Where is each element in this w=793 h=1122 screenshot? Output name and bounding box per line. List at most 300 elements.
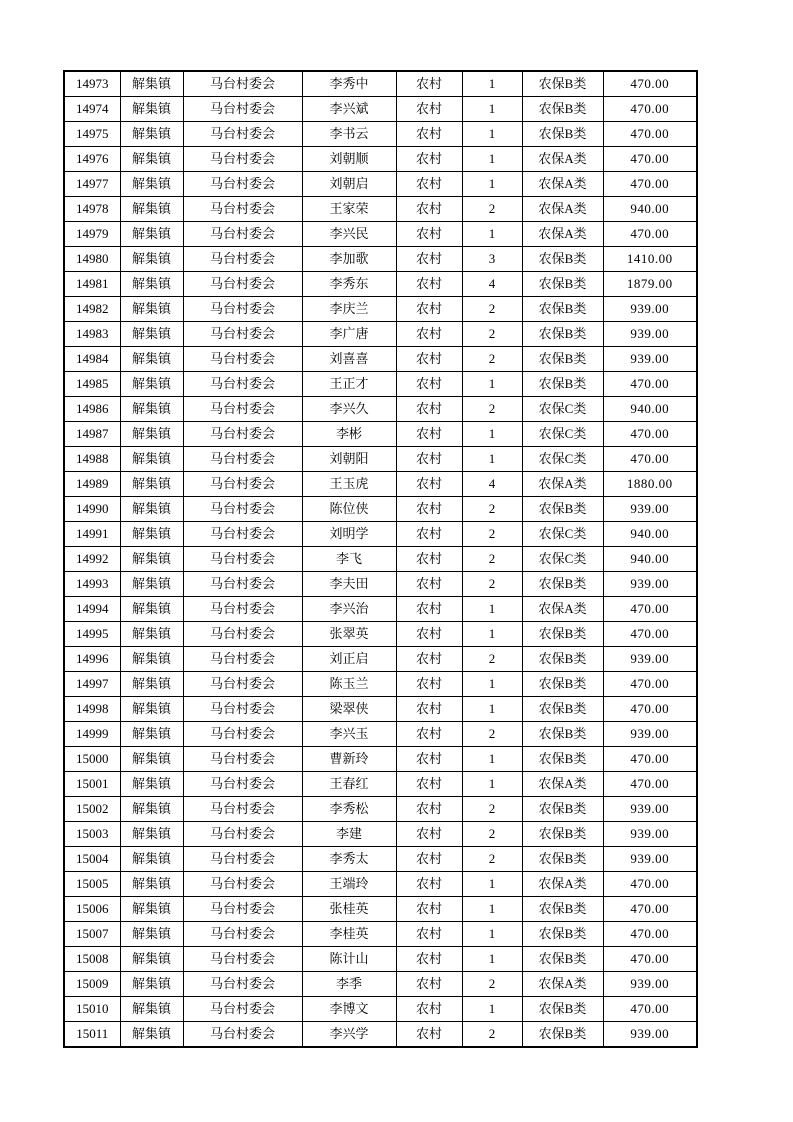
amount-cell: 939.00 (603, 822, 697, 847)
residence-cell: 农村 (396, 71, 462, 97)
residence-cell: 农村 (396, 647, 462, 672)
town-cell: 解集镇 (120, 797, 183, 822)
name-cell: 李秀太 (302, 847, 396, 872)
category-cell: 农保B类 (522, 822, 603, 847)
town-cell: 解集镇 (120, 122, 183, 147)
residence-cell: 农村 (396, 897, 462, 922)
amount-cell: 939.00 (603, 347, 697, 372)
amount-cell: 470.00 (603, 922, 697, 947)
category-cell: 农保B类 (522, 347, 603, 372)
town-cell: 解集镇 (120, 397, 183, 422)
table-row (64, 71, 697, 97)
seq-cell: 14974 (64, 97, 120, 122)
table-row (64, 497, 697, 522)
category-cell: 农保B类 (522, 1022, 603, 1048)
table-row (64, 572, 697, 597)
amount-cell: 939.00 (603, 1022, 697, 1048)
name-cell: 李彬 (302, 422, 396, 447)
count-cell: 1 (462, 697, 522, 722)
count-cell: 2 (462, 397, 522, 422)
name-cell: 刘朝顺 (302, 147, 396, 172)
name-cell: 李秀松 (302, 797, 396, 822)
table-row (64, 447, 697, 472)
table-row (64, 122, 697, 147)
village-cell: 马台村委会 (183, 447, 302, 472)
amount-cell: 939.00 (603, 572, 697, 597)
count-cell: 2 (462, 972, 522, 997)
town-cell: 解集镇 (120, 172, 183, 197)
amount-cell: 470.00 (603, 997, 697, 1022)
seq-cell: 14982 (64, 297, 120, 322)
village-cell: 马台村委会 (183, 422, 302, 447)
count-cell: 2 (462, 722, 522, 747)
table-row (64, 722, 697, 747)
village-cell: 马台村委会 (183, 897, 302, 922)
residence-cell: 农村 (396, 322, 462, 347)
town-cell: 解集镇 (120, 872, 183, 897)
name-cell: 李庆兰 (302, 297, 396, 322)
residence-cell: 农村 (396, 922, 462, 947)
seq-cell: 14990 (64, 497, 120, 522)
residence-cell: 农村 (396, 697, 462, 722)
town-cell: 解集镇 (120, 622, 183, 647)
category-cell: 农保C类 (522, 447, 603, 472)
residence-cell: 农村 (396, 597, 462, 622)
town-cell: 解集镇 (120, 772, 183, 797)
count-cell: 1 (462, 122, 522, 147)
table-row (64, 672, 697, 697)
village-cell: 马台村委会 (183, 547, 302, 572)
village-cell: 马台村委会 (183, 997, 302, 1022)
category-cell: 农保A类 (522, 597, 603, 622)
seq-cell: 14998 (64, 697, 120, 722)
seq-cell: 14986 (64, 397, 120, 422)
village-cell: 马台村委会 (183, 572, 302, 597)
town-cell: 解集镇 (120, 497, 183, 522)
village-cell: 马台村委会 (183, 947, 302, 972)
name-cell: 李书云 (302, 122, 396, 147)
town-cell: 解集镇 (120, 297, 183, 322)
amount-cell: 1879.00 (603, 272, 697, 297)
count-cell: 2 (462, 547, 522, 572)
name-cell: 李兴久 (302, 397, 396, 422)
table-row (64, 647, 697, 672)
amount-cell: 1880.00 (603, 472, 697, 497)
name-cell: 张桂英 (302, 897, 396, 922)
name-cell: 李加歌 (302, 247, 396, 272)
name-cell: 李博文 (302, 997, 396, 1022)
residence-cell: 农村 (396, 447, 462, 472)
name-cell: 李兴斌 (302, 97, 396, 122)
table-row (64, 397, 697, 422)
table-row (64, 522, 697, 547)
amount-cell: 470.00 (603, 597, 697, 622)
amount-cell: 470.00 (603, 672, 697, 697)
count-cell: 4 (462, 272, 522, 297)
residence-cell: 农村 (396, 197, 462, 222)
count-cell: 2 (462, 297, 522, 322)
town-cell: 解集镇 (120, 322, 183, 347)
table-row (64, 322, 697, 347)
count-cell: 1 (462, 71, 522, 97)
village-cell: 马台村委会 (183, 797, 302, 822)
category-cell: 农保C类 (522, 522, 603, 547)
seq-cell: 15003 (64, 822, 120, 847)
category-cell: 农保B类 (522, 897, 603, 922)
name-cell: 刘正启 (302, 647, 396, 672)
table-body (64, 71, 697, 1047)
town-cell: 解集镇 (120, 597, 183, 622)
amount-cell: 470.00 (603, 747, 697, 772)
amount-cell: 470.00 (603, 897, 697, 922)
table-row (64, 947, 697, 972)
count-cell: 3 (462, 247, 522, 272)
count-cell: 1 (462, 147, 522, 172)
category-cell: 农保B类 (522, 71, 603, 97)
table-row (64, 622, 697, 647)
town-cell: 解集镇 (120, 997, 183, 1022)
seq-cell: 15005 (64, 872, 120, 897)
seq-cell: 14993 (64, 572, 120, 597)
village-cell: 马台村委会 (183, 747, 302, 772)
village-cell: 马台村委会 (183, 71, 302, 97)
residence-cell: 农村 (396, 972, 462, 997)
residence-cell: 农村 (396, 872, 462, 897)
category-cell: 农保B类 (522, 372, 603, 397)
count-cell: 2 (462, 797, 522, 822)
count-cell: 1 (462, 597, 522, 622)
residence-cell: 农村 (396, 97, 462, 122)
village-cell: 马台村委会 (183, 97, 302, 122)
residence-cell: 农村 (396, 572, 462, 597)
count-cell: 1 (462, 747, 522, 772)
category-cell: 农保A类 (522, 472, 603, 497)
village-cell: 马台村委会 (183, 247, 302, 272)
seq-cell: 15009 (64, 972, 120, 997)
village-cell: 马台村委会 (183, 197, 302, 222)
name-cell: 王玉虎 (302, 472, 396, 497)
residence-cell: 农村 (396, 672, 462, 697)
count-cell: 2 (462, 197, 522, 222)
count-cell: 2 (462, 522, 522, 547)
village-cell: 马台村委会 (183, 847, 302, 872)
category-cell: 农保B类 (522, 97, 603, 122)
residence-cell: 农村 (396, 397, 462, 422)
amount-cell: 939.00 (603, 297, 697, 322)
village-cell: 马台村委会 (183, 1022, 302, 1048)
category-cell: 农保B类 (522, 272, 603, 297)
seq-cell: 14999 (64, 722, 120, 747)
amount-cell: 940.00 (603, 522, 697, 547)
town-cell: 解集镇 (120, 147, 183, 172)
category-cell: 农保B类 (522, 947, 603, 972)
table-row (64, 547, 697, 572)
category-cell: 农保B类 (522, 322, 603, 347)
count-cell: 2 (462, 1022, 522, 1048)
town-cell: 解集镇 (120, 647, 183, 672)
seq-cell: 14980 (64, 247, 120, 272)
count-cell: 1 (462, 97, 522, 122)
count-cell: 2 (462, 647, 522, 672)
amount-cell: 470.00 (603, 372, 697, 397)
count-cell: 1 (462, 772, 522, 797)
village-cell: 马台村委会 (183, 272, 302, 297)
amount-cell: 470.00 (603, 222, 697, 247)
town-cell: 解集镇 (120, 372, 183, 397)
residence-cell: 农村 (396, 722, 462, 747)
amount-cell: 470.00 (603, 622, 697, 647)
residence-cell: 农村 (396, 472, 462, 497)
amount-cell: 470.00 (603, 172, 697, 197)
name-cell: 陈玉兰 (302, 672, 396, 697)
village-cell: 马台村委会 (183, 172, 302, 197)
amount-cell: 939.00 (603, 322, 697, 347)
amount-cell: 1410.00 (603, 247, 697, 272)
seq-cell: 14983 (64, 322, 120, 347)
town-cell: 解集镇 (120, 947, 183, 972)
seq-cell: 15006 (64, 897, 120, 922)
table-row (64, 97, 697, 122)
category-cell: 农保B类 (522, 922, 603, 947)
seq-cell: 14979 (64, 222, 120, 247)
seq-cell: 14973 (64, 71, 120, 97)
category-cell: 农保A类 (522, 172, 603, 197)
amount-cell: 939.00 (603, 847, 697, 872)
village-cell: 马台村委会 (183, 597, 302, 622)
category-cell: 农保B类 (522, 572, 603, 597)
name-cell: 李兴治 (302, 597, 396, 622)
village-cell: 马台村委会 (183, 872, 302, 897)
category-cell: 农保B类 (522, 797, 603, 822)
count-cell: 1 (462, 447, 522, 472)
amount-cell: 470.00 (603, 872, 697, 897)
category-cell: 农保B类 (522, 672, 603, 697)
seq-cell: 15008 (64, 947, 120, 972)
name-cell: 李兴学 (302, 1022, 396, 1048)
category-cell: 农保A类 (522, 872, 603, 897)
seq-cell: 15010 (64, 997, 120, 1022)
count-cell: 2 (462, 497, 522, 522)
name-cell: 陈计山 (302, 947, 396, 972)
name-cell: 刘朝阳 (302, 447, 396, 472)
table-row (64, 997, 697, 1022)
town-cell: 解集镇 (120, 197, 183, 222)
village-cell: 马台村委会 (183, 497, 302, 522)
table-row (64, 272, 697, 297)
town-cell: 解集镇 (120, 71, 183, 97)
town-cell: 解集镇 (120, 922, 183, 947)
seq-cell: 14992 (64, 547, 120, 572)
table-row (64, 797, 697, 822)
village-cell: 马台村委会 (183, 122, 302, 147)
village-cell: 马台村委会 (183, 922, 302, 947)
count-cell: 2 (462, 572, 522, 597)
name-cell: 李季 (302, 972, 396, 997)
town-cell: 解集镇 (120, 672, 183, 697)
name-cell: 陈位侠 (302, 497, 396, 522)
count-cell: 1 (462, 947, 522, 972)
seq-cell: 14981 (64, 272, 120, 297)
village-cell: 马台村委会 (183, 622, 302, 647)
table-row (64, 922, 697, 947)
table-row (64, 422, 697, 447)
village-cell: 马台村委会 (183, 647, 302, 672)
town-cell: 解集镇 (120, 97, 183, 122)
table-row (64, 472, 697, 497)
seq-cell: 14988 (64, 447, 120, 472)
residence-cell: 农村 (396, 947, 462, 972)
village-cell: 马台村委会 (183, 697, 302, 722)
amount-cell: 939.00 (603, 497, 697, 522)
count-cell: 2 (462, 347, 522, 372)
name-cell: 张翠英 (302, 622, 396, 647)
residence-cell: 农村 (396, 822, 462, 847)
amount-cell: 940.00 (603, 547, 697, 572)
count-cell: 1 (462, 422, 522, 447)
seq-cell: 14997 (64, 672, 120, 697)
category-cell: 农保B类 (522, 647, 603, 672)
count-cell: 2 (462, 822, 522, 847)
category-cell: 农保C类 (522, 547, 603, 572)
table-row (64, 847, 697, 872)
category-cell: 农保A类 (522, 147, 603, 172)
count-cell: 1 (462, 172, 522, 197)
seq-cell: 14994 (64, 597, 120, 622)
residence-cell: 农村 (396, 997, 462, 1022)
category-cell: 农保C类 (522, 397, 603, 422)
town-cell: 解集镇 (120, 422, 183, 447)
residence-cell: 农村 (396, 122, 462, 147)
seq-cell: 15001 (64, 772, 120, 797)
seq-cell: 14985 (64, 372, 120, 397)
table-row (64, 822, 697, 847)
seq-cell: 15007 (64, 922, 120, 947)
town-cell: 解集镇 (120, 247, 183, 272)
residence-cell: 农村 (396, 272, 462, 297)
village-cell: 马台村委会 (183, 222, 302, 247)
amount-cell: 939.00 (603, 722, 697, 747)
payment-roster-table (63, 70, 698, 1048)
residence-cell: 农村 (396, 422, 462, 447)
residence-cell: 农村 (396, 372, 462, 397)
name-cell: 李飞 (302, 547, 396, 572)
village-cell: 马台村委会 (183, 372, 302, 397)
count-cell: 1 (462, 672, 522, 697)
category-cell: 农保B类 (522, 997, 603, 1022)
village-cell: 马台村委会 (183, 147, 302, 172)
residence-cell: 农村 (396, 622, 462, 647)
category-cell: 农保B类 (522, 122, 603, 147)
seq-cell: 14978 (64, 197, 120, 222)
amount-cell: 470.00 (603, 697, 697, 722)
name-cell: 李兴民 (302, 222, 396, 247)
seq-cell: 14977 (64, 172, 120, 197)
name-cell: 李秀中 (302, 71, 396, 97)
count-cell: 1 (462, 922, 522, 947)
category-cell: 农保B类 (522, 747, 603, 772)
village-cell: 马台村委会 (183, 672, 302, 697)
residence-cell: 农村 (396, 847, 462, 872)
name-cell: 李广唐 (302, 322, 396, 347)
table-row (64, 347, 697, 372)
table-row (64, 597, 697, 622)
town-cell: 解集镇 (120, 447, 183, 472)
amount-cell: 470.00 (603, 422, 697, 447)
name-cell: 李夫田 (302, 572, 396, 597)
table-row (64, 697, 697, 722)
seq-cell: 14984 (64, 347, 120, 372)
table-row (64, 197, 697, 222)
table-row (64, 747, 697, 772)
village-cell: 马台村委会 (183, 397, 302, 422)
town-cell: 解集镇 (120, 722, 183, 747)
residence-cell: 农村 (396, 547, 462, 572)
amount-cell: 939.00 (603, 972, 697, 997)
count-cell: 1 (462, 897, 522, 922)
name-cell: 刘朝启 (302, 172, 396, 197)
residence-cell: 农村 (396, 1022, 462, 1048)
village-cell: 马台村委会 (183, 347, 302, 372)
seq-cell: 15011 (64, 1022, 120, 1048)
amount-cell: 939.00 (603, 797, 697, 822)
amount-cell: 470.00 (603, 947, 697, 972)
town-cell: 解集镇 (120, 897, 183, 922)
town-cell: 解集镇 (120, 522, 183, 547)
table-row (64, 972, 697, 997)
town-cell: 解集镇 (120, 472, 183, 497)
residence-cell: 农村 (396, 522, 462, 547)
name-cell: 刘喜喜 (302, 347, 396, 372)
amount-cell: 470.00 (603, 71, 697, 97)
count-cell: 1 (462, 997, 522, 1022)
seq-cell: 14976 (64, 147, 120, 172)
residence-cell: 农村 (396, 247, 462, 272)
amount-cell: 940.00 (603, 397, 697, 422)
category-cell: 农保B类 (522, 297, 603, 322)
count-cell: 2 (462, 847, 522, 872)
name-cell: 李秀东 (302, 272, 396, 297)
amount-cell: 470.00 (603, 447, 697, 472)
town-cell: 解集镇 (120, 347, 183, 372)
table-row (64, 897, 697, 922)
seq-cell: 14995 (64, 622, 120, 647)
amount-cell: 939.00 (603, 647, 697, 672)
count-cell: 2 (462, 322, 522, 347)
seq-cell: 14991 (64, 522, 120, 547)
table-row (64, 872, 697, 897)
name-cell: 王春红 (302, 772, 396, 797)
table-row (64, 372, 697, 397)
village-cell: 马台村委会 (183, 822, 302, 847)
village-cell: 马台村委会 (183, 472, 302, 497)
amount-cell: 470.00 (603, 147, 697, 172)
name-cell: 梁翠侠 (302, 697, 396, 722)
town-cell: 解集镇 (120, 747, 183, 772)
residence-cell: 农村 (396, 147, 462, 172)
name-cell: 王家荣 (302, 197, 396, 222)
town-cell: 解集镇 (120, 822, 183, 847)
amount-cell: 940.00 (603, 197, 697, 222)
category-cell: 农保A类 (522, 972, 603, 997)
category-cell: 农保B类 (522, 622, 603, 647)
name-cell: 曹新玲 (302, 747, 396, 772)
amount-cell: 470.00 (603, 122, 697, 147)
category-cell: 农保B类 (522, 497, 603, 522)
category-cell: 农保A类 (522, 197, 603, 222)
name-cell: 李建 (302, 822, 396, 847)
count-cell: 4 (462, 472, 522, 497)
table-row (64, 1022, 697, 1048)
